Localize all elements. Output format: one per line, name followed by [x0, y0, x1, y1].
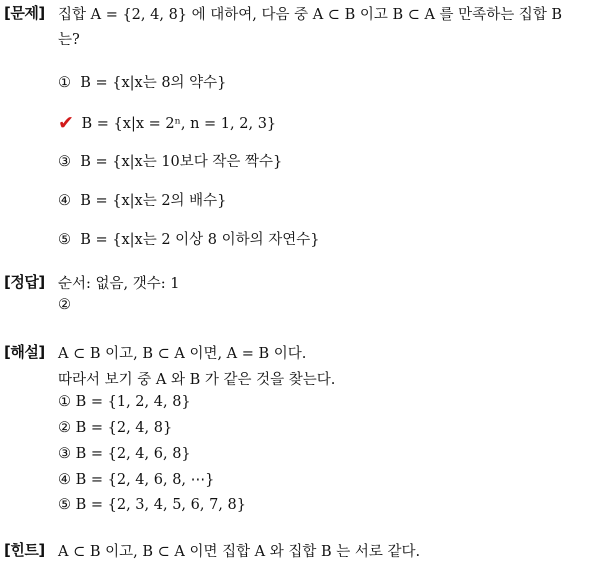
choice-marker: ③ [58, 154, 71, 170]
choice-text: B = {x|x는 2의 배수} [80, 193, 227, 209]
answer-tag: [정답] [4, 273, 45, 291]
choice-4[interactable] [58, 189, 226, 210]
problem-tag: [문제] [4, 4, 45, 22]
problem-stem-line1: 집합 A = {2, 4, 8} 에 대하여, 다음 중 A ⊂ B 이고 B ⊂ A 를 만족하는 집합 B [58, 7, 563, 23]
choice-5[interactable] [58, 228, 320, 249]
choice-2[interactable] [58, 111, 276, 133]
choice-marker: ④ [58, 193, 71, 209]
explanation-line: A ⊂ B 이고, B ⊂ A 이면, A = B 이다. [58, 346, 307, 362]
answer-line1: 순서: 없음, 갯수: 1 [58, 276, 180, 292]
explanation-line: ④ B = {2, 4, 6, 8, ⋯} [58, 472, 215, 488]
answer-line2: ② [58, 297, 71, 313]
explanation-tag: [해설] [4, 343, 45, 361]
choice-text: B = {x|x는 8의 약수} [80, 75, 227, 91]
choice-marker: ① [58, 75, 71, 91]
explanation-line: ③ B = {2, 4, 6, 8} [58, 446, 191, 462]
explanation-line: 따라서 보기 중 A 와 B 가 같은 것을 찾는다. [58, 372, 336, 388]
choice-text: B = {x|x = 2ⁿ, n = 1, 2, 3} [81, 116, 277, 132]
explanation-line: ⑤ B = {2, 3, 4, 5, 6, 7, 8} [58, 497, 246, 513]
hint-tag: [힌트] [4, 541, 45, 559]
hint-text: A ⊂ B 이고, B ⊂ A 이면 집합 A 와 집합 B 는 서로 같다. [58, 544, 421, 560]
problem-stem-line2: 는? [58, 32, 80, 48]
checkmark-icon: ✔ [58, 112, 74, 134]
choice-1[interactable] [58, 71, 226, 92]
choice-3[interactable] [58, 150, 282, 171]
explanation-line: ① B = {1, 2, 4, 8} [58, 394, 191, 410]
choice-text: B = {x|x는 2 이상 8 이하의 자연수} [80, 232, 320, 248]
explanation-line: ② B = {2, 4, 8} [58, 420, 173, 436]
choice-marker: ⑤ [58, 232, 71, 248]
choice-text: B = {x|x는 10보다 작은 짝수} [80, 154, 283, 170]
